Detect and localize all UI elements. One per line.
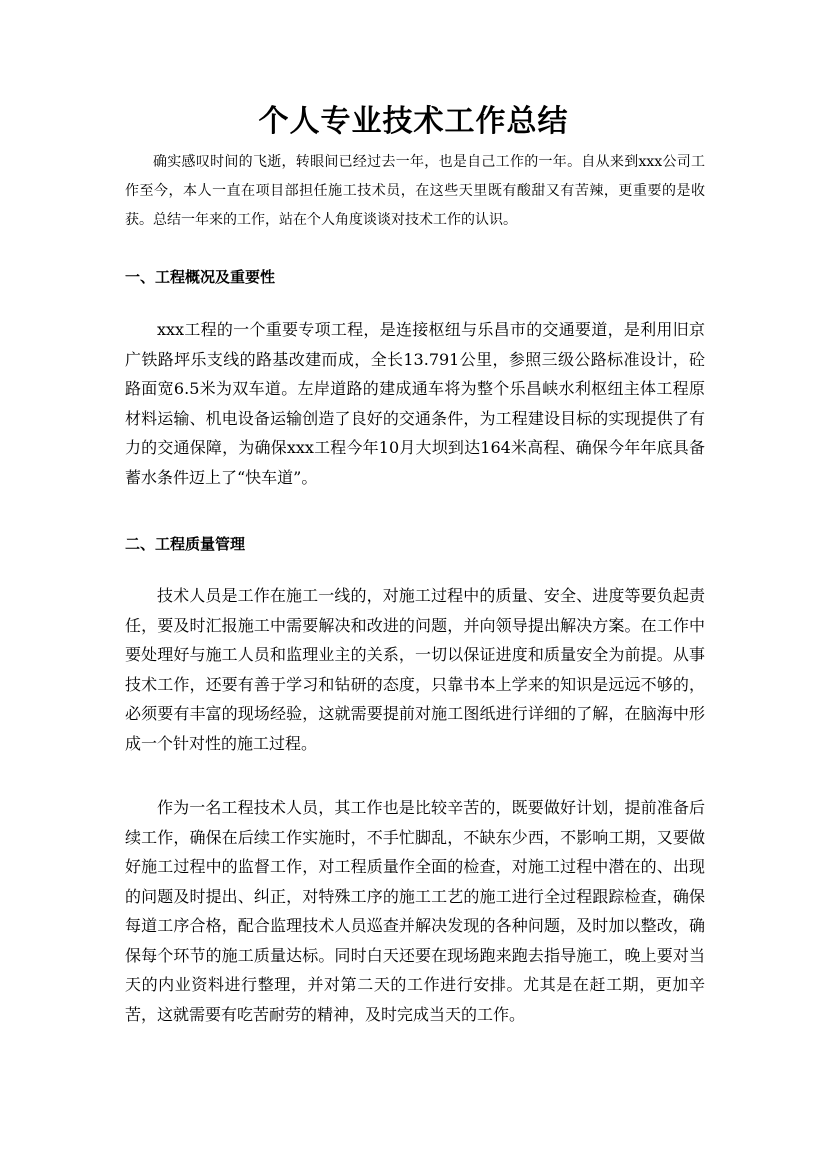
section-quality-paragraph-2: 作为一名工程技术人员，其工作也是比较辛苦的，既要做好计划，提前准备后续工作，确保在后续工作实施时，不手忙脚乱，不缺东少西，不影响工期，又要做好施工过程中的监督工作，对工程质量作全面的检查，对施工过程中潜在的、出现的问题及时提出、纠正，对特殊工序的施工工艺的施工进行全过程跟踪检查，确保每道工序合格，配合监理技术人员巡查并解决发现的各种问题，及时加以整改，确保每个环节的施工质量达标。同时白天还要在现场跑来跑去指导施工，晚上要对当天的内业资料进行整理，并对第二天的工作进行安排。尤其是在赶工期，更加辛苦，这就需要有吃苦耐劳的精神，及时完成当天的工作。: [125, 798, 705, 1024]
section-heading-quality: 二、工程质量管理: [125, 535, 246, 553]
section-heading-overview: 一、工程概况及重要性: [125, 268, 276, 286]
intro-paragraph: 确实感叹时间的飞逝，转眼间已经过去一年，也是自己工作的一年。自从来到xxx公司工作至今，本人一直在项目部担任施工技术员，在这些天里既有酸甜又有苦辣，更重要的是收获。总结一年来的工作，站在个人角度谈谈对技术工作的认识。: [125, 154, 705, 228]
section-quality-paragraph-1: 技术人员是工作在施工一线的，对施工过程中的质量、安全、进度等要负起责任，要及时汇报施工中需要解决和改进的问题，并向领导提出解决方案。在工作中要处理好与施工人员和监理业主的关系，一切以保证进度和质量安全为前提。从事技术工作，还要有善于学习和钻研的态度，只靠书本上学来的知识是远远不够的，必须要有丰富的现场经验，这就需要提前对施工图纸进行详细的了解，在脑海中形成一个针对性的施工过程。: [125, 586, 705, 753]
section-overview-paragraph: xxx工程的一个重要专项工程，是连接枢纽与乐昌市的交通要道，是利用旧京广铁路坪乐支线的路基改建而成，全长13.791公里，参照三级公路标准设计，砼路面宽6.5米为双车道。左岸道路的建成通车将为整个乐昌峡水利枢纽主体工程原材料运输、机电设备运输创造了良好的交通条件，为工程建设目标的实现提供了有力的交通保障，为确保xxx工程今年10月大坝到达164米高程、确保今年年底具备蓄水条件迈上了“快车道”。: [125, 320, 705, 487]
document-title: 个人专业技术工作总结: [258, 104, 569, 139]
